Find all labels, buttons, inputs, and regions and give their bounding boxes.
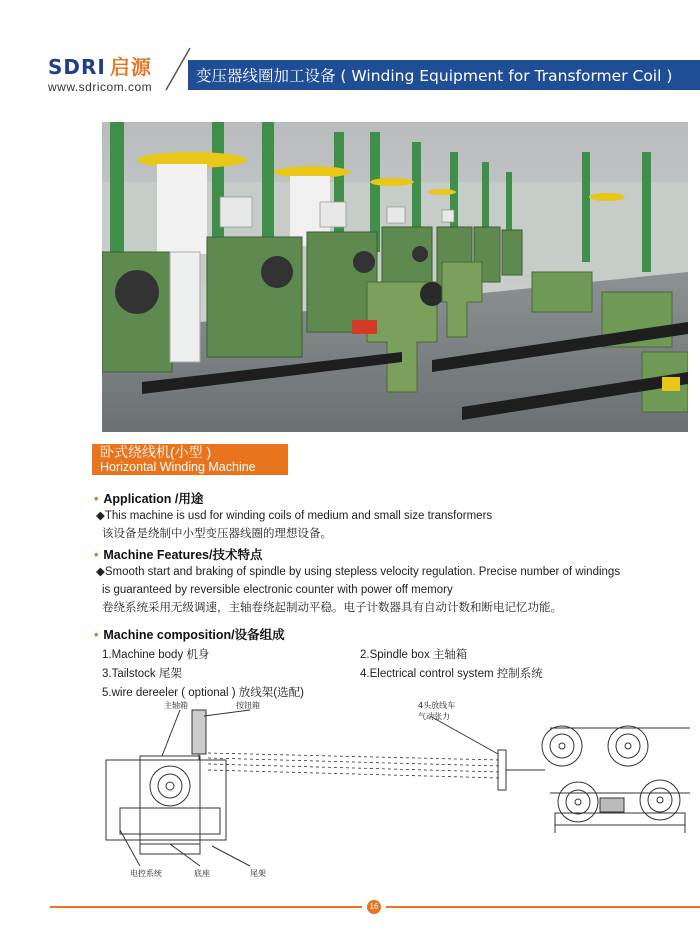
section-title-en: Horizontal Winding Machine: [100, 460, 256, 474]
section-title-cn: 卧式绕线机(小型 ): [100, 444, 212, 460]
application-heading: [94, 489, 203, 507]
features-text-cn: 卷绕系统采用无级调速，主轴卷绕起制动平稳。电子计数器具有自动计数和断电记忆功能。: [102, 602, 562, 614]
label-base: 底座: [194, 869, 210, 878]
application-heading-text: Application /用途: [103, 492, 204, 506]
bullet-dot: •: [94, 628, 99, 642]
composition-item: 2.Spindle box 主轴箱: [360, 649, 468, 661]
bullet-dot: •: [94, 548, 99, 562]
brand-logo: [48, 56, 152, 78]
factory-photo: [102, 122, 688, 432]
composition-heading: [94, 625, 285, 643]
label-tailstock: 尾架: [250, 869, 266, 878]
label-dereeler: 4头放线车: [418, 701, 456, 710]
section-label: [92, 444, 288, 475]
footer-line-left: [50, 906, 362, 908]
footer-line-right: [386, 906, 700, 908]
features-text-en-1: ◆Smooth start and braking of spindle by using stepless velocity regulation. Precise number of windings: [96, 566, 621, 578]
composition-heading-text: Machine composition/设备组成: [103, 628, 285, 642]
features-heading: [94, 545, 262, 563]
bullet-dot: •: [94, 492, 99, 506]
label-spindle-box: 主轴箱: [164, 701, 188, 710]
composition-item: 5.wire dereeler ( optional ) 放线架(选配): [102, 687, 304, 699]
composition-item: 1.Machine body 机身: [102, 649, 210, 661]
application-text-en: ◆This machine is usd for winding coils of medium and small size transformers: [96, 510, 493, 522]
brand-name-en: SDRI: [48, 55, 106, 79]
composition-item: 3.Tailstock 尾架: [102, 668, 182, 680]
composition-item: 4.Electrical control system 控制系统: [360, 668, 543, 680]
machine-diagram: [100, 698, 695, 888]
label-electrical: 电控系统: [130, 869, 162, 878]
brand-block: [48, 56, 152, 94]
application-text-cn: 该设备是绕制中小型变压器线圈的理想设备。: [102, 528, 332, 540]
label-tension: 气动张力: [418, 712, 450, 721]
brand-url: www.sdricom.com: [48, 80, 153, 94]
page-number: 16: [367, 900, 381, 914]
features-heading-text: Machine Features/技术特点: [103, 548, 263, 562]
label-button-box: 按钮箱: [236, 701, 260, 710]
brand-name-cn: 启源: [109, 55, 152, 79]
features-text-en-2: is guaranteed by reversible electronic counter with power off memory: [102, 584, 453, 596]
page-title: 变压器线圈加工设备 ( Winding Equipment for Transformer Coil ): [196, 67, 673, 85]
